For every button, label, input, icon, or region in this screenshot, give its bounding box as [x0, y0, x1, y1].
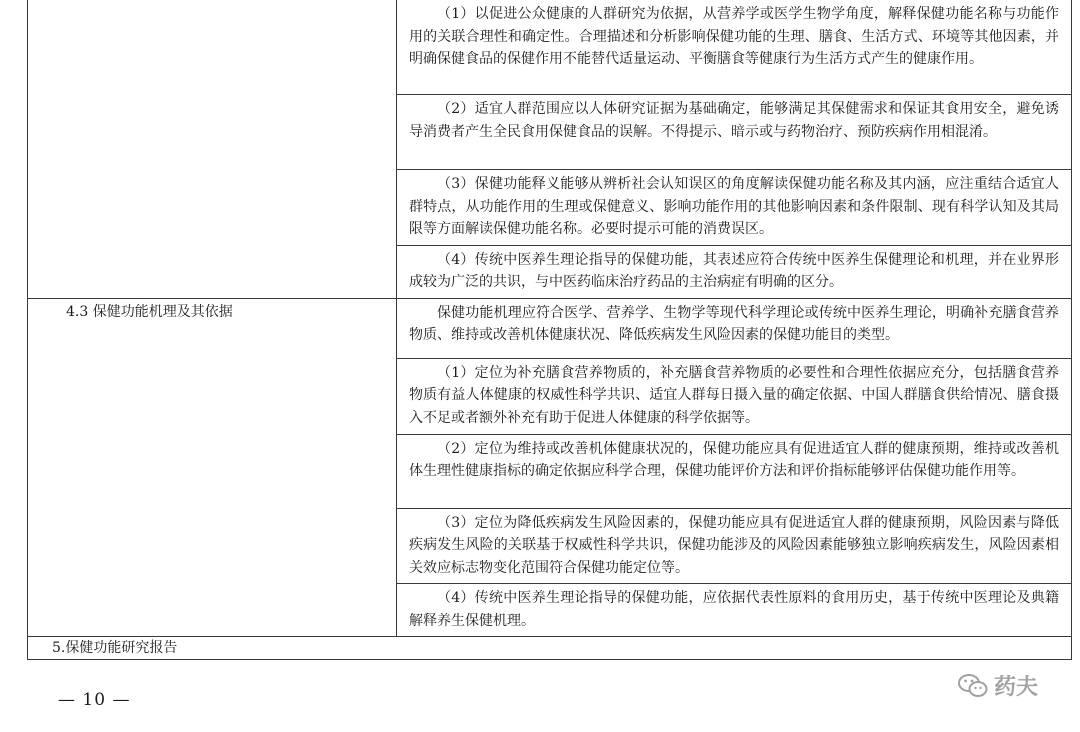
section-4-2-item-2: [397, 95, 1072, 170]
section-4-2-label-cell: [28, 0, 397, 298]
section-5-row: [28, 637, 1072, 660]
section-4-3-item-4: [397, 584, 1072, 637]
paragraph: （3）保健功能释义能够从辨析社会认知误区的角度解读保健功能名称及其内涵，应注重结合适宜人群特点，从功能作用的生理或保健意义、影响功能作用的其他影响因素和条件限制、现有科学认知及其局限等方面解读保健功能名称。必要时提示可能的消费误区。: [409, 176, 1059, 237]
paragraph: （1）定位为补充膳食营养物质的，补充膳食营养物质的必要性和合理性依据应充分，包括膳食营养物质有益人体健康的权威性科学共识、适宜人群每日摄入量的确定依据、中国人群膳食供给情况、膳食摄入不足或者额外补充有助于促进人体健康的科学依据等。: [409, 364, 1059, 426]
section-5-label: 5.保健功能研究报告: [52, 640, 178, 656]
section-4-2-item-1: [397, 0, 1072, 95]
watermark-text: 药夫: [994, 675, 1039, 700]
section-4-3-item-1: [397, 358, 1072, 434]
section-4-3-intro: [397, 298, 1072, 358]
section-4-3-item-3: [397, 508, 1072, 584]
paragraph: （1）以促进公众健康的人群研究为依据，从营养学或医学生物学角度，解释保健功能名称与功能作用的关联合理性和确定性。合理描述和分析影响保健功能的生理、膳食、生活方式、环境等其他因素，并明确保健食品的保健作用不能替代适量运动、平衡膳食等健康行为生活方式产生的健康作用。: [409, 6, 1059, 67]
paragraph: （2）定位为维持或改善机体健康状况的，保健功能应具有促进适宜人群的健康预期，维持或改善机体生理性健康指标的确定依据应科学合理，保健功能评价方法和评价指标能够评估保健功能作用等。: [409, 440, 1059, 479]
paragraph: （4）传统中医养生理论指导的保健功能，其表述应符合传统中医养生保健理论和机理，并在业界形成较为广泛的共识，与中医药临床治疗药品的主治病症有明确的区分。: [409, 251, 1059, 290]
paragraph: 保健功能机理应符合医学、营养学、生物学等现代科学理论或传统中医养生理论，明确补充膳食营养物质、维持或改善机体健康状况、降低疾病发生风险因素的保健功能目的类型。: [409, 304, 1059, 343]
section-4-3-item-2: [397, 434, 1072, 508]
paragraph: （3）定位为降低疾病发生风险因素的，保健功能应具有促进适宜人群的健康预期，风险因素与降低疾病发生风险的关联基于权威性科学共识，保健功能涉及的风险因素能够独立影响疾病发生，风险因素相关效应标志物变化范围符合保健功能定位等。: [409, 514, 1059, 576]
paragraph: （2）适宜人群范围应以人体研究证据为基础确定，能够满足其保健需求和保证其食用安全，避免诱导消费者产生全民食用保健食品的误解。不得提示、暗示或与药物治疗、预防疾病作用相混淆。: [409, 101, 1059, 140]
section-4-3-label: 4.3 保健功能机理及其依据: [66, 303, 233, 320]
wechat-icon: [958, 673, 988, 699]
watermark: [958, 670, 1038, 701]
page-number: — 10 —: [58, 690, 131, 710]
requirements-table: [27, 0, 1072, 660]
paragraph: （4）传统中医养生理论指导的保健功能，应依据代表性原料的食用历史，基于传统中医理论及典籍解释养生保健机理。: [409, 590, 1059, 629]
section-4-2-item-4: [397, 245, 1072, 298]
section-4-3-label-cell: [28, 298, 397, 637]
section-4-2-item-3: [397, 170, 1072, 246]
